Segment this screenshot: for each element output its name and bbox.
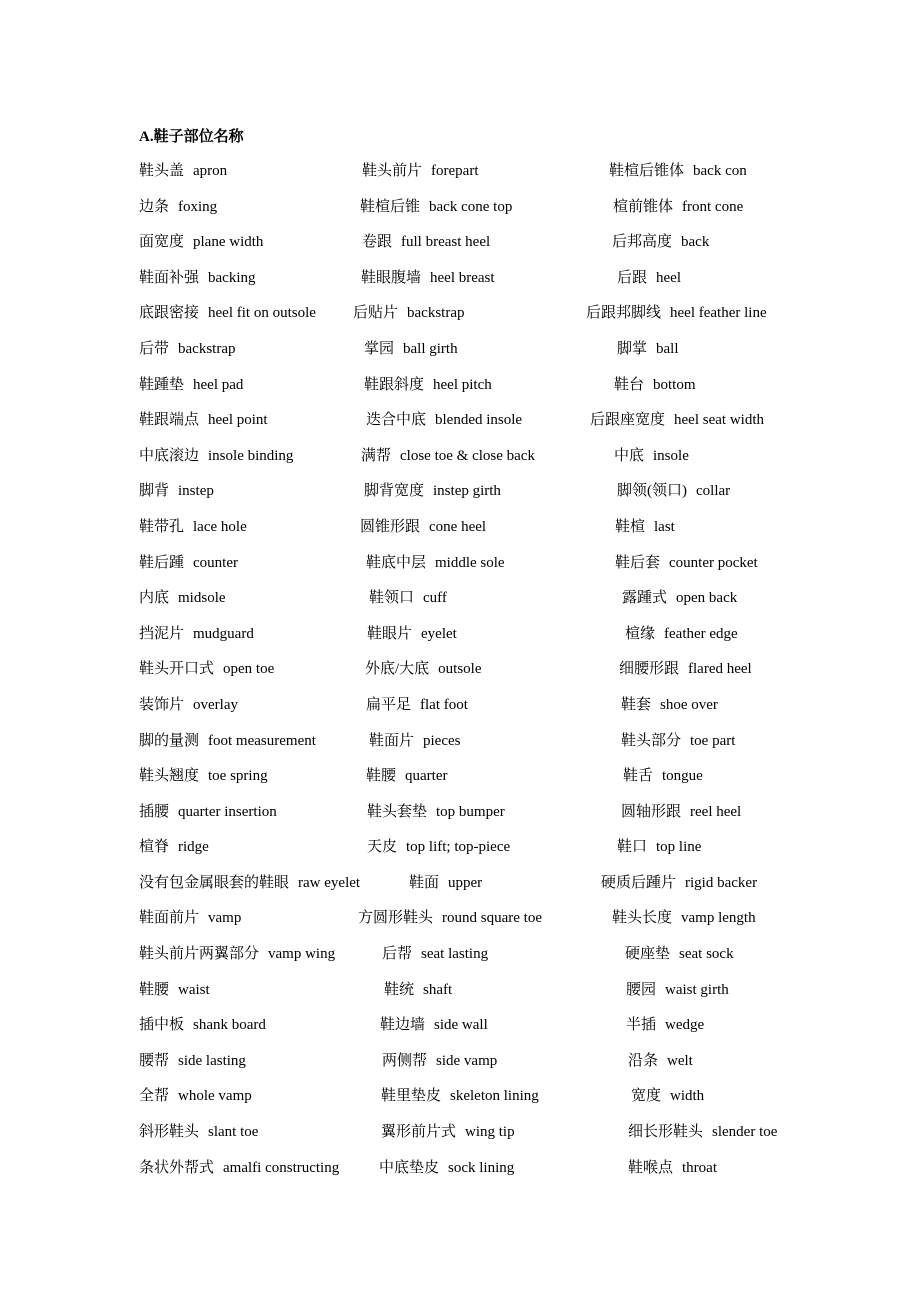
term-chinese: 鞋后套 bbox=[615, 554, 661, 571]
term-entry bbox=[612, 908, 756, 928]
term-entry bbox=[139, 1158, 339, 1178]
term-list bbox=[0, 153, 920, 1185]
term-english: foot measurement bbox=[208, 732, 316, 749]
term-entry bbox=[139, 980, 210, 1000]
term-chinese: 鞋踵垫 bbox=[139, 376, 185, 393]
term-english: quarter insertion bbox=[178, 803, 277, 820]
term-english: feather edge bbox=[664, 625, 738, 642]
term-english: blended insole bbox=[435, 412, 523, 429]
term-entry bbox=[139, 908, 241, 928]
term-entry bbox=[381, 1122, 515, 1142]
term-english: toe spring bbox=[208, 768, 268, 785]
term-entry bbox=[613, 197, 743, 217]
term-english: bottom bbox=[653, 376, 696, 393]
term-english: rigid backer bbox=[685, 874, 758, 891]
term-row bbox=[0, 545, 920, 581]
term-entry bbox=[139, 624, 254, 644]
term-chinese: 中底 bbox=[614, 447, 645, 464]
term-chinese: 挡泥片 bbox=[139, 625, 185, 642]
term-entry bbox=[384, 980, 452, 1000]
term-entry bbox=[139, 339, 236, 359]
term-entry bbox=[353, 303, 465, 323]
term-entry bbox=[139, 837, 209, 857]
term-english: shoe over bbox=[660, 696, 718, 713]
term-entry bbox=[139, 873, 360, 893]
term-english: back bbox=[681, 234, 710, 251]
term-entry bbox=[364, 481, 501, 501]
term-english: heel bbox=[656, 269, 681, 286]
term-english: reel heel bbox=[690, 803, 742, 820]
term-english: slant toe bbox=[208, 1124, 259, 1141]
term-english: cuff bbox=[423, 590, 447, 607]
term-entry bbox=[621, 731, 735, 751]
term-chinese: 楦脊 bbox=[139, 839, 170, 856]
term-chinese: 鞋面片 bbox=[369, 732, 415, 749]
term-entry bbox=[139, 197, 217, 217]
term-row bbox=[0, 723, 920, 759]
term-row bbox=[0, 331, 920, 367]
term-english: side lasting bbox=[178, 1052, 246, 1069]
term-chinese: 鞋头盖 bbox=[139, 163, 185, 179]
term-entry bbox=[360, 197, 512, 217]
term-chinese: 沿条 bbox=[628, 1052, 659, 1069]
term-entry bbox=[139, 1015, 266, 1035]
term-entry bbox=[139, 766, 268, 786]
term-entry bbox=[139, 802, 277, 822]
term-chinese: 鞋头开口式 bbox=[139, 661, 215, 678]
term-english: open back bbox=[676, 590, 738, 607]
term-row bbox=[0, 1078, 920, 1114]
term-chinese: 鞋统 bbox=[384, 981, 415, 998]
term-entry bbox=[617, 268, 681, 288]
term-english: waist girth bbox=[665, 981, 729, 998]
term-row bbox=[0, 580, 920, 616]
term-row bbox=[0, 936, 920, 972]
term-chinese: 天皮 bbox=[367, 839, 398, 856]
term-entry bbox=[382, 944, 488, 964]
term-english: amalfi constructing bbox=[223, 1159, 340, 1176]
term-row bbox=[0, 1150, 920, 1186]
term-entry bbox=[139, 410, 268, 430]
term-row bbox=[0, 687, 920, 723]
term-entry bbox=[621, 802, 741, 822]
term-english: top bumper bbox=[436, 803, 505, 820]
term-entry bbox=[367, 624, 457, 644]
term-chinese: 细长形鞋头 bbox=[628, 1124, 704, 1141]
term-english: heel pitch bbox=[433, 376, 492, 393]
term-entry bbox=[139, 695, 238, 715]
term-row bbox=[0, 295, 920, 331]
term-english: wedge bbox=[665, 1017, 705, 1034]
term-row bbox=[0, 1043, 920, 1079]
term-row bbox=[0, 260, 920, 296]
term-entry bbox=[625, 624, 738, 644]
term-english: foxing bbox=[178, 198, 218, 215]
term-entry bbox=[366, 695, 468, 715]
term-entry bbox=[631, 1086, 704, 1106]
term-entry bbox=[621, 695, 718, 715]
term-chinese: 鞋面 bbox=[409, 874, 440, 891]
term-row bbox=[0, 651, 920, 687]
term-chinese: 鞋里垫皮 bbox=[381, 1088, 442, 1105]
term-entry bbox=[139, 161, 227, 181]
term-row bbox=[0, 367, 920, 403]
term-chinese: 脚背 bbox=[139, 483, 170, 500]
term-english: back con bbox=[693, 163, 747, 179]
term-chinese: 鞋头前片两翼部分 bbox=[139, 946, 260, 963]
term-row bbox=[0, 153, 920, 189]
term-chinese: 扁平足 bbox=[366, 696, 412, 713]
term-chinese: 外底/大底 bbox=[365, 661, 430, 678]
term-english: side vamp bbox=[436, 1052, 498, 1069]
term-entry bbox=[139, 517, 247, 537]
term-english: heel pad bbox=[193, 376, 244, 393]
term-english: upper bbox=[448, 874, 483, 891]
term-english: last bbox=[654, 518, 675, 535]
term-chinese: 两侧帮 bbox=[382, 1052, 428, 1069]
term-english: apron bbox=[193, 163, 228, 179]
term-english: seat lasting bbox=[421, 946, 489, 963]
term-chinese: 鞋头翘度 bbox=[139, 768, 200, 785]
term-english: throat bbox=[682, 1159, 718, 1176]
term-chinese: 后贴片 bbox=[353, 305, 399, 322]
term-chinese: 没有包金属眼套的鞋眼 bbox=[139, 874, 290, 891]
term-chinese: 圆锥形跟 bbox=[360, 518, 421, 535]
term-english: vamp length bbox=[681, 910, 756, 927]
term-entry bbox=[612, 232, 709, 252]
term-entry bbox=[139, 303, 316, 323]
term-row bbox=[0, 438, 920, 474]
term-english: open toe bbox=[223, 661, 275, 678]
term-english: eyelet bbox=[421, 625, 457, 642]
term-chinese: 细腰形跟 bbox=[619, 661, 680, 678]
term-english: backstrap bbox=[407, 305, 465, 322]
term-entry bbox=[625, 944, 734, 964]
term-entry bbox=[139, 1086, 252, 1106]
term-entry bbox=[369, 731, 461, 751]
term-entry bbox=[139, 446, 293, 466]
term-chinese: 鞋眼片 bbox=[367, 625, 413, 642]
term-english: flat foot bbox=[420, 696, 468, 713]
term-english: side wall bbox=[434, 1017, 488, 1034]
term-english: collar bbox=[696, 483, 731, 500]
term-english: top line bbox=[656, 839, 702, 856]
term-chinese: 鞋边墙 bbox=[380, 1017, 426, 1034]
term-entry bbox=[615, 517, 675, 537]
term-english: skeleton lining bbox=[450, 1088, 539, 1105]
term-chinese: 插腰 bbox=[139, 803, 170, 820]
term-english: round square toe bbox=[442, 910, 542, 927]
term-chinese: 硬质后踵片 bbox=[601, 874, 677, 891]
term-chinese: 宽度 bbox=[631, 1088, 662, 1105]
term-english: flared heel bbox=[688, 661, 752, 678]
term-row bbox=[0, 972, 920, 1008]
term-entry bbox=[601, 873, 757, 893]
term-english: shank board bbox=[193, 1017, 266, 1034]
term-chinese: 鞋带孔 bbox=[139, 518, 185, 535]
term-row bbox=[0, 900, 920, 936]
term-english: toe part bbox=[690, 732, 736, 749]
term-english: instep bbox=[178, 483, 214, 500]
term-english: insole binding bbox=[208, 447, 294, 464]
term-english: heel seat width bbox=[674, 412, 764, 429]
term-english: wing tip bbox=[465, 1124, 515, 1141]
term-entry bbox=[139, 944, 335, 964]
term-english: shaft bbox=[423, 981, 453, 998]
term-english: heel fit on outsole bbox=[208, 305, 316, 322]
term-english: ball girth bbox=[403, 340, 458, 357]
section-heading: A.鞋子部位名称 bbox=[139, 129, 244, 145]
term-english: back cone top bbox=[429, 198, 513, 215]
term-english: counter pocket bbox=[669, 554, 758, 571]
term-chinese: 后跟 bbox=[617, 269, 648, 286]
term-entry bbox=[628, 1122, 777, 1142]
term-english: welt bbox=[667, 1052, 693, 1069]
term-row bbox=[0, 473, 920, 509]
term-entry bbox=[626, 980, 729, 1000]
term-entry bbox=[626, 1015, 704, 1035]
term-english: backstrap bbox=[178, 340, 236, 357]
term-chinese: 楦前锥体 bbox=[613, 198, 674, 215]
term-chinese: 插中板 bbox=[139, 1017, 185, 1034]
term-entry bbox=[622, 588, 737, 608]
term-chinese: 内底 bbox=[139, 590, 170, 607]
term-chinese: 鞋跟端点 bbox=[139, 412, 200, 429]
term-entry bbox=[623, 766, 703, 786]
term-chinese: 边条 bbox=[139, 198, 170, 215]
term-entry bbox=[361, 268, 495, 288]
term-english: close toe & close back bbox=[400, 447, 535, 464]
term-chinese: 鞋眼腹墙 bbox=[361, 269, 422, 286]
term-chinese: 翼形前片式 bbox=[381, 1124, 457, 1141]
term-entry bbox=[628, 1051, 693, 1071]
term-chinese: 鞋套 bbox=[621, 696, 652, 713]
term-chinese: 硬座垫 bbox=[625, 946, 671, 963]
term-chinese: 鞋腰 bbox=[139, 981, 170, 998]
term-chinese: 鞋喉点 bbox=[628, 1159, 674, 1176]
term-chinese: 圆轴形跟 bbox=[621, 803, 682, 820]
term-row bbox=[0, 224, 920, 260]
term-english: slender toe bbox=[712, 1124, 778, 1141]
term-english: ridge bbox=[178, 839, 209, 856]
term-entry bbox=[139, 1051, 246, 1071]
term-entry bbox=[139, 553, 238, 573]
term-english: instep girth bbox=[433, 483, 501, 500]
term-entry bbox=[361, 446, 535, 466]
term-chinese: 鞋面前片 bbox=[139, 910, 200, 927]
term-chinese: 后邦高度 bbox=[612, 234, 673, 251]
term-english: overlay bbox=[193, 696, 238, 713]
term-entry bbox=[139, 268, 256, 288]
term-chinese: 鞋头长度 bbox=[612, 910, 673, 927]
term-english: ball bbox=[656, 340, 679, 357]
term-english: pieces bbox=[423, 732, 461, 749]
term-entry bbox=[615, 553, 758, 573]
term-english: middle sole bbox=[435, 554, 505, 571]
term-english: top lift; top-piece bbox=[406, 839, 511, 856]
term-entry bbox=[366, 553, 505, 573]
term-row bbox=[0, 865, 920, 901]
term-entry bbox=[379, 1158, 514, 1178]
term-entry bbox=[364, 339, 458, 359]
term-chinese: 鞋楦 bbox=[615, 518, 646, 535]
term-entry bbox=[409, 873, 482, 893]
term-entry bbox=[614, 375, 696, 395]
term-chinese: 面宽度 bbox=[139, 234, 185, 251]
term-chinese: 鞋口 bbox=[617, 839, 648, 856]
term-english: vamp wing bbox=[268, 946, 336, 963]
term-chinese: 鞋头前片 bbox=[362, 163, 423, 179]
term-chinese: 斜形鞋头 bbox=[139, 1124, 200, 1141]
term-english: heel breast bbox=[430, 269, 495, 286]
term-entry bbox=[367, 837, 510, 857]
term-chinese: 鞋跟斜度 bbox=[364, 376, 425, 393]
term-chinese: 鞋楦后锥体 bbox=[609, 163, 685, 179]
term-row bbox=[0, 189, 920, 225]
term-row bbox=[0, 509, 920, 545]
term-entry bbox=[360, 517, 486, 537]
term-chinese: 鞋底中层 bbox=[366, 554, 427, 571]
term-chinese: 后帮 bbox=[382, 946, 413, 963]
term-entry bbox=[619, 659, 752, 679]
term-chinese: 鞋领口 bbox=[369, 590, 415, 607]
term-english: plane width bbox=[193, 234, 264, 251]
term-english: sock lining bbox=[448, 1159, 515, 1176]
term-entry bbox=[590, 410, 764, 430]
term-entry bbox=[586, 303, 767, 323]
term-entry bbox=[139, 659, 274, 679]
term-chinese: 后带 bbox=[139, 340, 170, 357]
term-entry bbox=[362, 232, 490, 252]
term-chinese: 鞋腰 bbox=[366, 768, 397, 785]
term-row bbox=[0, 794, 920, 830]
term-english: insole bbox=[653, 447, 689, 464]
term-entry bbox=[364, 375, 492, 395]
term-chinese: 脚领(领口) bbox=[617, 483, 687, 500]
term-english: midsole bbox=[178, 590, 226, 607]
term-english: whole vamp bbox=[178, 1088, 252, 1105]
term-row bbox=[0, 402, 920, 438]
term-chinese: 掌园 bbox=[364, 340, 395, 357]
term-entry bbox=[365, 659, 482, 679]
term-english: cone heel bbox=[429, 518, 487, 535]
term-entry bbox=[139, 588, 226, 608]
term-english: counter bbox=[193, 554, 238, 571]
term-entry bbox=[380, 1015, 488, 1035]
term-chinese: 鞋台 bbox=[614, 376, 645, 393]
term-chinese: 腰帮 bbox=[139, 1052, 170, 1069]
term-chinese: 条状外帮式 bbox=[139, 1159, 215, 1176]
term-chinese: 满帮 bbox=[361, 447, 392, 464]
term-chinese: 鞋舌 bbox=[623, 768, 654, 785]
term-english: heel feather line bbox=[670, 305, 767, 322]
term-row bbox=[0, 1114, 920, 1150]
term-chinese: 鞋头部分 bbox=[621, 732, 682, 749]
term-entry bbox=[362, 161, 478, 181]
term-english: raw eyelet bbox=[298, 874, 361, 891]
term-chinese: 全帮 bbox=[139, 1088, 170, 1105]
term-english: front cone bbox=[682, 198, 744, 215]
term-english: width bbox=[670, 1088, 705, 1105]
term-chinese: 方圆形鞋头 bbox=[358, 910, 434, 927]
term-english: full breast heel bbox=[401, 234, 491, 251]
term-chinese: 后跟座宽度 bbox=[590, 412, 666, 429]
term-entry bbox=[614, 446, 689, 466]
term-chinese: 鞋面补强 bbox=[139, 269, 200, 286]
term-english: waist bbox=[178, 981, 210, 998]
term-chinese: 中底滚边 bbox=[139, 447, 200, 464]
term-entry bbox=[617, 481, 730, 501]
term-english: quarter bbox=[405, 768, 448, 785]
term-entry bbox=[366, 766, 448, 786]
term-chinese: 脚背宽度 bbox=[364, 483, 425, 500]
term-entry bbox=[381, 1086, 539, 1106]
term-row bbox=[0, 829, 920, 865]
term-chinese: 脚的量测 bbox=[139, 732, 200, 749]
term-chinese: 腰园 bbox=[626, 981, 657, 998]
term-chinese: 鞋后踵 bbox=[139, 554, 185, 571]
term-english: vamp bbox=[208, 910, 242, 927]
term-chinese: 鞋楦后锥 bbox=[360, 198, 421, 215]
term-english: heel point bbox=[208, 412, 268, 429]
term-entry bbox=[139, 375, 243, 395]
term-entry bbox=[367, 802, 505, 822]
term-english: mudguard bbox=[193, 625, 254, 642]
term-entry bbox=[617, 837, 701, 857]
term-entry bbox=[617, 339, 679, 359]
term-english: tongue bbox=[662, 768, 703, 785]
term-entry bbox=[382, 1051, 497, 1071]
term-chinese: 楦缘 bbox=[625, 625, 656, 642]
term-chinese: 底跟密接 bbox=[139, 305, 200, 322]
term-entry bbox=[366, 410, 522, 430]
term-chinese: 卷跟 bbox=[362, 234, 393, 251]
term-chinese: 后跟邦脚线 bbox=[586, 305, 662, 322]
term-row bbox=[0, 616, 920, 652]
term-entry bbox=[628, 1158, 717, 1178]
term-entry bbox=[358, 908, 542, 928]
term-entry bbox=[139, 731, 316, 751]
term-chinese: 脚掌 bbox=[617, 340, 648, 357]
term-chinese: 迭合中底 bbox=[366, 412, 427, 429]
term-chinese: 半插 bbox=[626, 1017, 657, 1034]
term-english: outsole bbox=[438, 661, 482, 678]
term-english: seat sock bbox=[679, 946, 734, 963]
term-row bbox=[0, 758, 920, 794]
term-chinese: 鞋头套垫 bbox=[367, 803, 428, 820]
term-chinese: 中底垫皮 bbox=[379, 1159, 440, 1176]
term-entry bbox=[139, 481, 214, 501]
term-entry bbox=[139, 1122, 258, 1142]
term-entry bbox=[369, 588, 447, 608]
term-english: backing bbox=[208, 269, 256, 286]
term-row bbox=[0, 1007, 920, 1043]
term-chinese: 露踵式 bbox=[622, 590, 668, 607]
term-chinese: 装饰片 bbox=[139, 696, 185, 713]
term-english: lace hole bbox=[193, 518, 247, 535]
term-english: forepart bbox=[431, 163, 479, 179]
term-entry bbox=[609, 161, 747, 181]
term-entry bbox=[139, 232, 263, 252]
